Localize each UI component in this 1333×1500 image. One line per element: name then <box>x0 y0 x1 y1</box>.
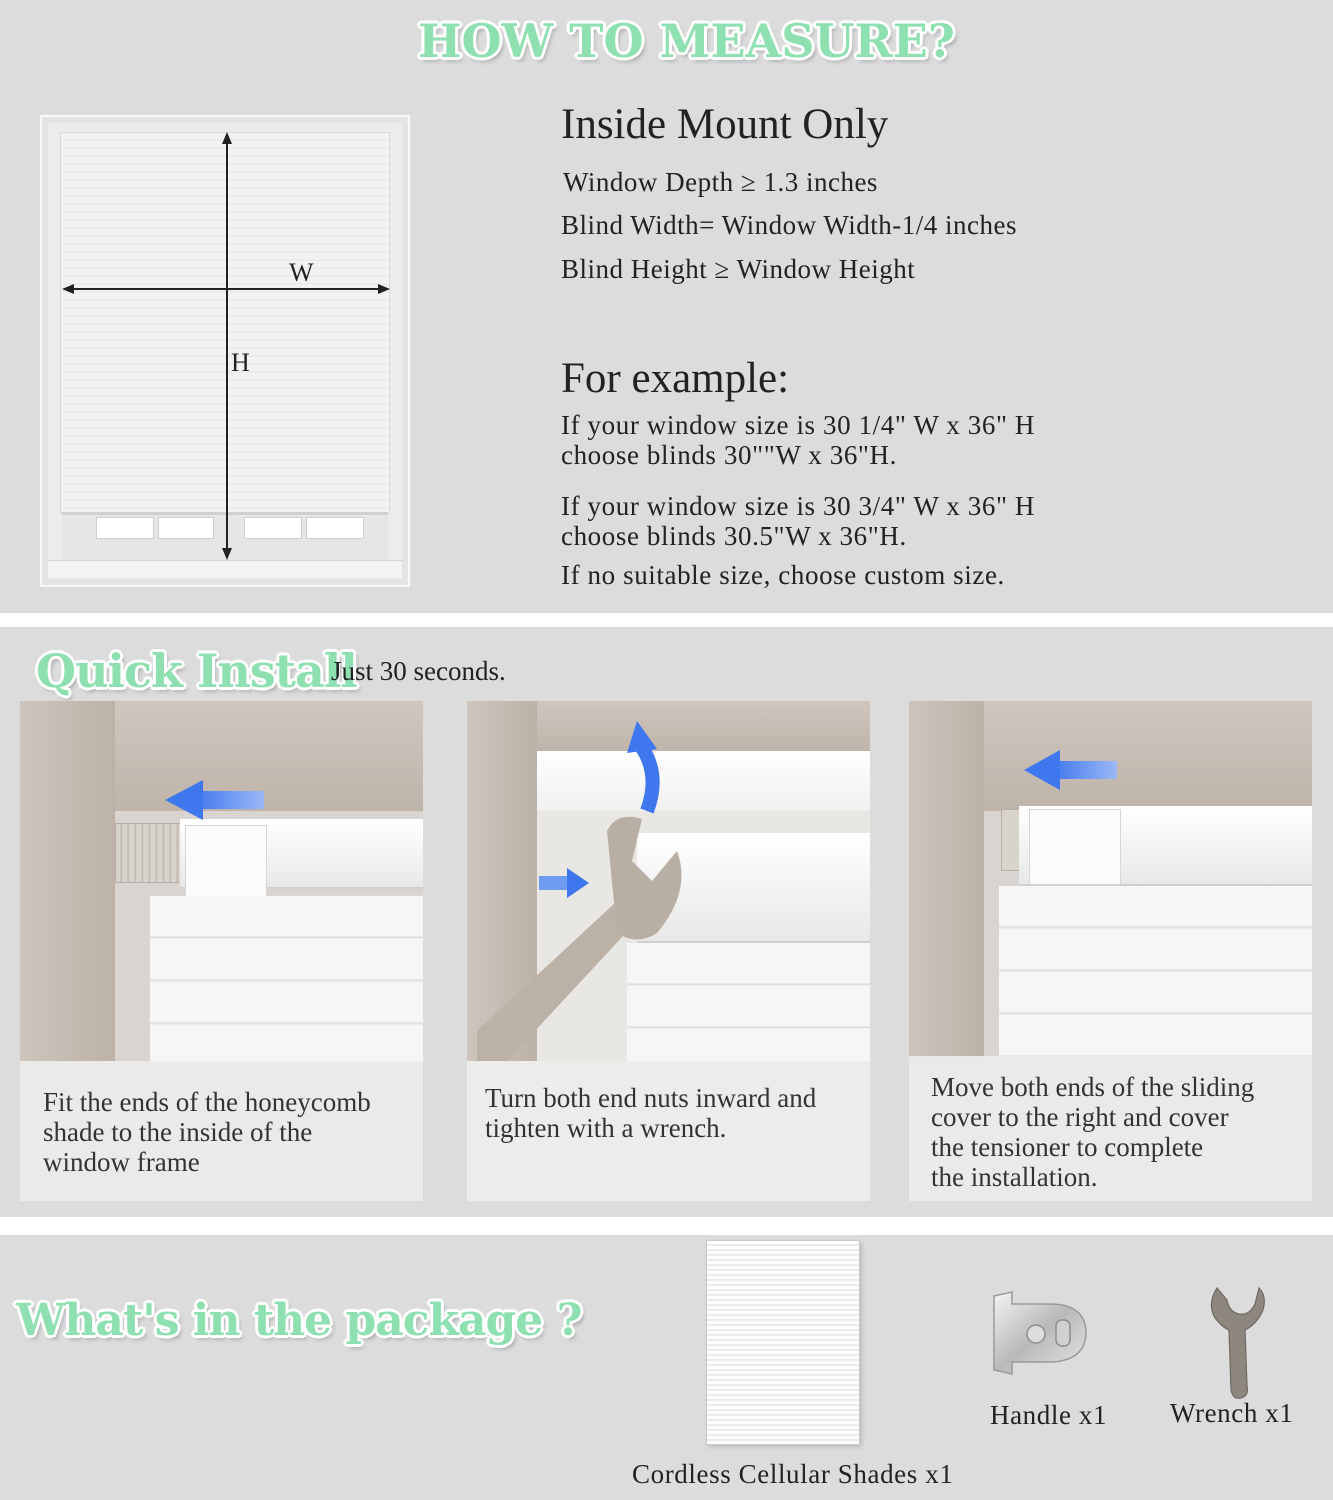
blue-arrow-icon <box>202 791 264 809</box>
package-title: What's in the package ? <box>16 1295 582 1346</box>
install-title: Quick Install <box>36 644 357 698</box>
width-arrow-head-right <box>378 284 390 294</box>
step-2-line-1: Turn both end nuts inward and <box>485 1083 817 1113</box>
mount-heading: Inside Mount Only <box>561 101 889 148</box>
height-label: H <box>231 348 250 377</box>
tensioner <box>115 823 185 883</box>
window-frame-side <box>909 701 984 1061</box>
blue-arrow-icon <box>1059 761 1117 779</box>
install-subtitle: Just 30 seconds. <box>331 656 506 686</box>
rule-depth: Window Depth ≥ 1.3 inches <box>563 167 878 197</box>
width-label: W <box>289 258 314 287</box>
measure-title: HOW TO MEASURE? <box>418 14 955 68</box>
blue-arrow-head <box>165 780 203 820</box>
cellular-shade-icon <box>706 1240 860 1445</box>
step-2-line-2: tighten with a wrench. <box>485 1113 727 1143</box>
rule-width: Blind Width= Window Width-1/4 inches <box>561 210 1017 240</box>
example-1-line2: choose blinds 30""W x 36"H. <box>561 440 897 470</box>
step-1-line-3: window frame <box>43 1147 200 1177</box>
example-2-line1: If your window size is 30 3/4" W x 36" H <box>561 491 1036 521</box>
step-3-line-2: cover to the right and cover <box>931 1102 1229 1132</box>
step-1-line-1: Fit the ends of the honeycomb <box>43 1087 371 1117</box>
step-3-line-4: the installation. <box>931 1162 1098 1192</box>
blue-arrow-head <box>1024 750 1060 790</box>
window-frame-side <box>20 701 115 1061</box>
section-divider <box>0 613 1333 627</box>
sliding-cover <box>1029 809 1121 885</box>
install-step-2 <box>467 701 870 1201</box>
example-heading: For example: <box>561 355 790 402</box>
height-arrow-head-top <box>222 132 232 144</box>
handle-bracket-icon <box>990 1290 1090 1380</box>
shade-cells <box>150 896 423 1066</box>
install-step-1 <box>20 701 423 1201</box>
step-1-line-2: shade to the inside of the <box>43 1117 313 1147</box>
step-3-line-1: Move both ends of the sliding <box>931 1072 1255 1102</box>
custom-size-note: If no suitable size, choose custom size. <box>561 560 1005 590</box>
sliding-cover <box>185 825 267 897</box>
handle-item-label: Handle x1 <box>990 1400 1108 1430</box>
wrench-icon <box>1205 1284 1275 1404</box>
example-1-line1: If your window size is 30 1/4" W x 36" H <box>561 410 1036 440</box>
wrench-item-label: Wrench x1 <box>1170 1398 1294 1428</box>
width-arrow-head-left <box>62 284 74 294</box>
section-divider <box>0 1217 1333 1235</box>
wrench-tool <box>467 701 870 1061</box>
rule-height: Blind Height ≥ Window Height <box>561 254 916 284</box>
shade-cells <box>999 886 1312 1056</box>
shade-item-label: Cordless Cellular Shades x1 <box>632 1459 954 1489</box>
install-step-3 <box>909 701 1312 1201</box>
height-arrow-head-bottom <box>222 548 232 560</box>
step-3-line-3: the tensioner to complete <box>931 1132 1204 1162</box>
example-2-line2: choose blinds 30.5"W x 36"H. <box>561 521 907 551</box>
